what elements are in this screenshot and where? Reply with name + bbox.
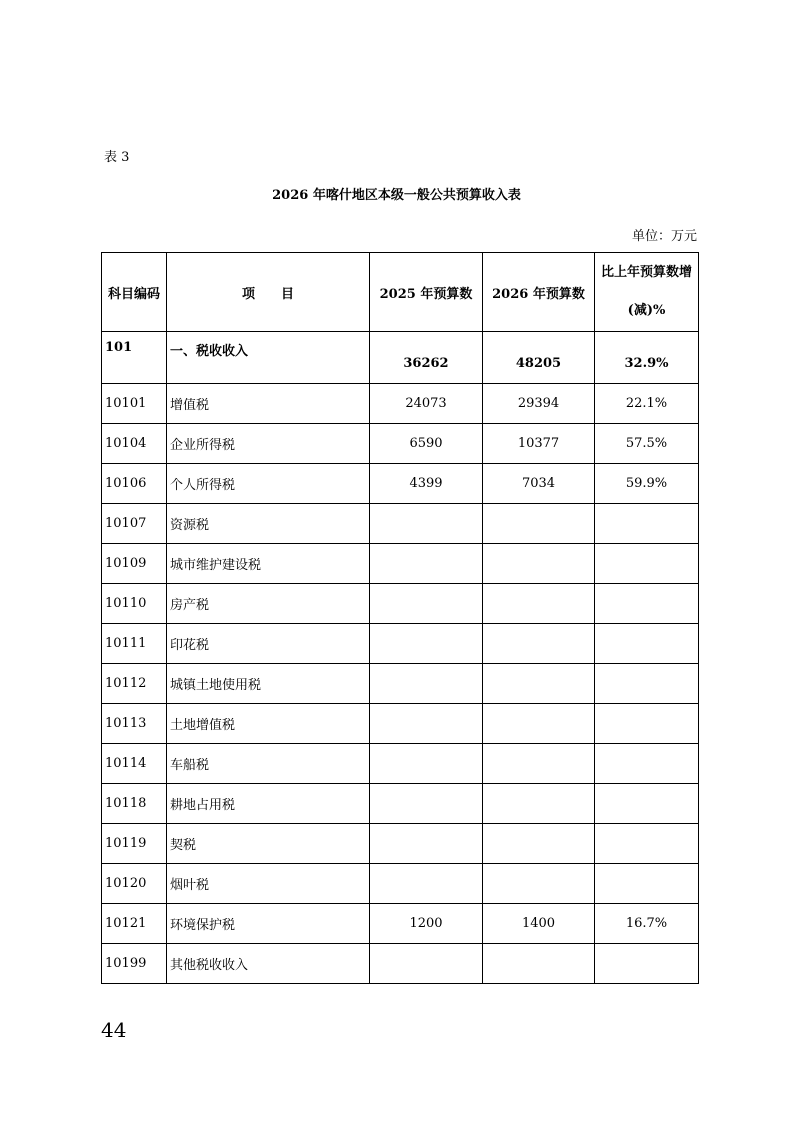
cell-change bbox=[595, 864, 699, 904]
cell-item: 资源税 bbox=[167, 504, 370, 544]
table-row bbox=[102, 584, 699, 624]
cell-budget-2026: 10377 bbox=[483, 424, 595, 464]
cell-item: 一、税收收入 bbox=[167, 332, 370, 384]
column-header-change-line1: 比上年预算数增 bbox=[600, 265, 692, 280]
cell-code: 10106 bbox=[102, 464, 167, 504]
cell-code: 10111 bbox=[102, 624, 167, 664]
table-label: 表 3 bbox=[104, 150, 130, 165]
cell-budget-2025 bbox=[370, 544, 483, 584]
cell-code: 10199 bbox=[102, 944, 167, 984]
table-row bbox=[102, 624, 699, 664]
cell-change bbox=[595, 504, 699, 544]
cell-budget-2025: 36262 bbox=[370, 332, 483, 384]
cell-budget-2026 bbox=[483, 544, 595, 584]
cell-item: 其他税收收入 bbox=[167, 944, 370, 984]
cell-change: 22.1% bbox=[595, 384, 699, 424]
table-row bbox=[102, 784, 699, 824]
page-number: 44 bbox=[101, 1018, 127, 1042]
cell-budget-2026 bbox=[483, 664, 595, 704]
cell-code: 10120 bbox=[102, 864, 167, 904]
cell-code: 10121 bbox=[102, 904, 167, 944]
cell-budget-2026 bbox=[483, 504, 595, 544]
cell-budget-2025: 24073 bbox=[370, 384, 483, 424]
cell-budget-2026: 48205 bbox=[483, 332, 595, 384]
table-row bbox=[102, 704, 699, 744]
cell-code: 10112 bbox=[102, 664, 167, 704]
cell-change bbox=[595, 744, 699, 784]
table-row bbox=[102, 944, 699, 984]
cell-item: 契税 bbox=[167, 824, 370, 864]
cell-code: 10119 bbox=[102, 824, 167, 864]
table-row bbox=[102, 464, 699, 504]
cell-change bbox=[595, 664, 699, 704]
column-header-code: 科目编码 bbox=[102, 253, 167, 332]
cell-item: 烟叶税 bbox=[167, 864, 370, 904]
cell-budget-2026: 1400 bbox=[483, 904, 595, 944]
table-row bbox=[102, 864, 699, 904]
cell-budget-2026 bbox=[483, 584, 595, 624]
cell-change: 32.9% bbox=[595, 332, 699, 384]
cell-change bbox=[595, 584, 699, 624]
column-header-budget-2025: 2025 年预算数 bbox=[370, 253, 483, 332]
cell-item: 个人所得税 bbox=[167, 464, 370, 504]
cell-item: 城市维护建设税 bbox=[167, 544, 370, 584]
column-header-budget-2026: 2026 年预算数 bbox=[483, 253, 595, 332]
table-header-row bbox=[102, 253, 699, 332]
cell-code: 10114 bbox=[102, 744, 167, 784]
cell-item: 企业所得税 bbox=[167, 424, 370, 464]
cell-budget-2026 bbox=[483, 704, 595, 744]
cell-budget-2025 bbox=[370, 664, 483, 704]
table-row bbox=[102, 664, 699, 704]
document-title: 2026 年喀什地区本级一般公共预算收入表 bbox=[272, 188, 521, 203]
table-row bbox=[102, 824, 699, 864]
cell-budget-2026: 7034 bbox=[483, 464, 595, 504]
budget-table bbox=[101, 252, 699, 984]
table-row bbox=[102, 332, 699, 384]
cell-code: 10110 bbox=[102, 584, 167, 624]
table-row bbox=[102, 544, 699, 584]
cell-budget-2026 bbox=[483, 944, 595, 984]
unit-label: 单位：万元 bbox=[631, 229, 697, 244]
cell-budget-2025 bbox=[370, 944, 483, 984]
cell-budget-2025 bbox=[370, 704, 483, 744]
cell-budget-2025 bbox=[370, 784, 483, 824]
cell-item: 增值税 bbox=[167, 384, 370, 424]
cell-change bbox=[595, 824, 699, 864]
cell-item: 土地增值税 bbox=[167, 704, 370, 744]
cell-change bbox=[595, 944, 699, 984]
table-row bbox=[102, 504, 699, 544]
table-row bbox=[102, 744, 699, 784]
cell-budget-2026 bbox=[483, 824, 595, 864]
cell-budget-2025 bbox=[370, 744, 483, 784]
cell-budget-2025 bbox=[370, 824, 483, 864]
cell-code: 101 bbox=[102, 332, 167, 384]
cell-budget-2025 bbox=[370, 624, 483, 664]
cell-item: 车船税 bbox=[167, 744, 370, 784]
cell-item: 房产税 bbox=[167, 584, 370, 624]
cell-item: 耕地占用税 bbox=[167, 784, 370, 824]
column-header-item: 项 目 bbox=[167, 253, 370, 332]
cell-code: 10113 bbox=[102, 704, 167, 744]
cell-change bbox=[595, 544, 699, 584]
cell-change: 59.9% bbox=[595, 464, 699, 504]
cell-change bbox=[595, 784, 699, 824]
cell-budget-2025: 6590 bbox=[370, 424, 483, 464]
cell-item: 城镇土地使用税 bbox=[167, 664, 370, 704]
cell-budget-2025 bbox=[370, 584, 483, 624]
cell-code: 10104 bbox=[102, 424, 167, 464]
table-row bbox=[102, 904, 699, 944]
table-row bbox=[102, 384, 699, 424]
cell-budget-2025: 4399 bbox=[370, 464, 483, 504]
cell-change: 16.7% bbox=[595, 904, 699, 944]
cell-code: 10109 bbox=[102, 544, 167, 584]
cell-budget-2025 bbox=[370, 504, 483, 544]
column-header-change-line2: (减)% bbox=[627, 303, 666, 318]
cell-item: 印花税 bbox=[167, 624, 370, 664]
cell-budget-2025: 1200 bbox=[370, 904, 483, 944]
table-row bbox=[102, 424, 699, 464]
cell-change: 57.5% bbox=[595, 424, 699, 464]
cell-change bbox=[595, 624, 699, 664]
cell-budget-2026: 29394 bbox=[483, 384, 595, 424]
cell-code: 10118 bbox=[102, 784, 167, 824]
cell-code: 10107 bbox=[102, 504, 167, 544]
cell-budget-2026 bbox=[483, 624, 595, 664]
cell-change bbox=[595, 704, 699, 744]
cell-code: 10101 bbox=[102, 384, 167, 424]
cell-budget-2026 bbox=[483, 784, 595, 824]
cell-budget-2025 bbox=[370, 864, 483, 904]
cell-budget-2026 bbox=[483, 744, 595, 784]
cell-budget-2026 bbox=[483, 864, 595, 904]
column-header-change bbox=[595, 253, 699, 332]
cell-item: 环境保护税 bbox=[167, 904, 370, 944]
